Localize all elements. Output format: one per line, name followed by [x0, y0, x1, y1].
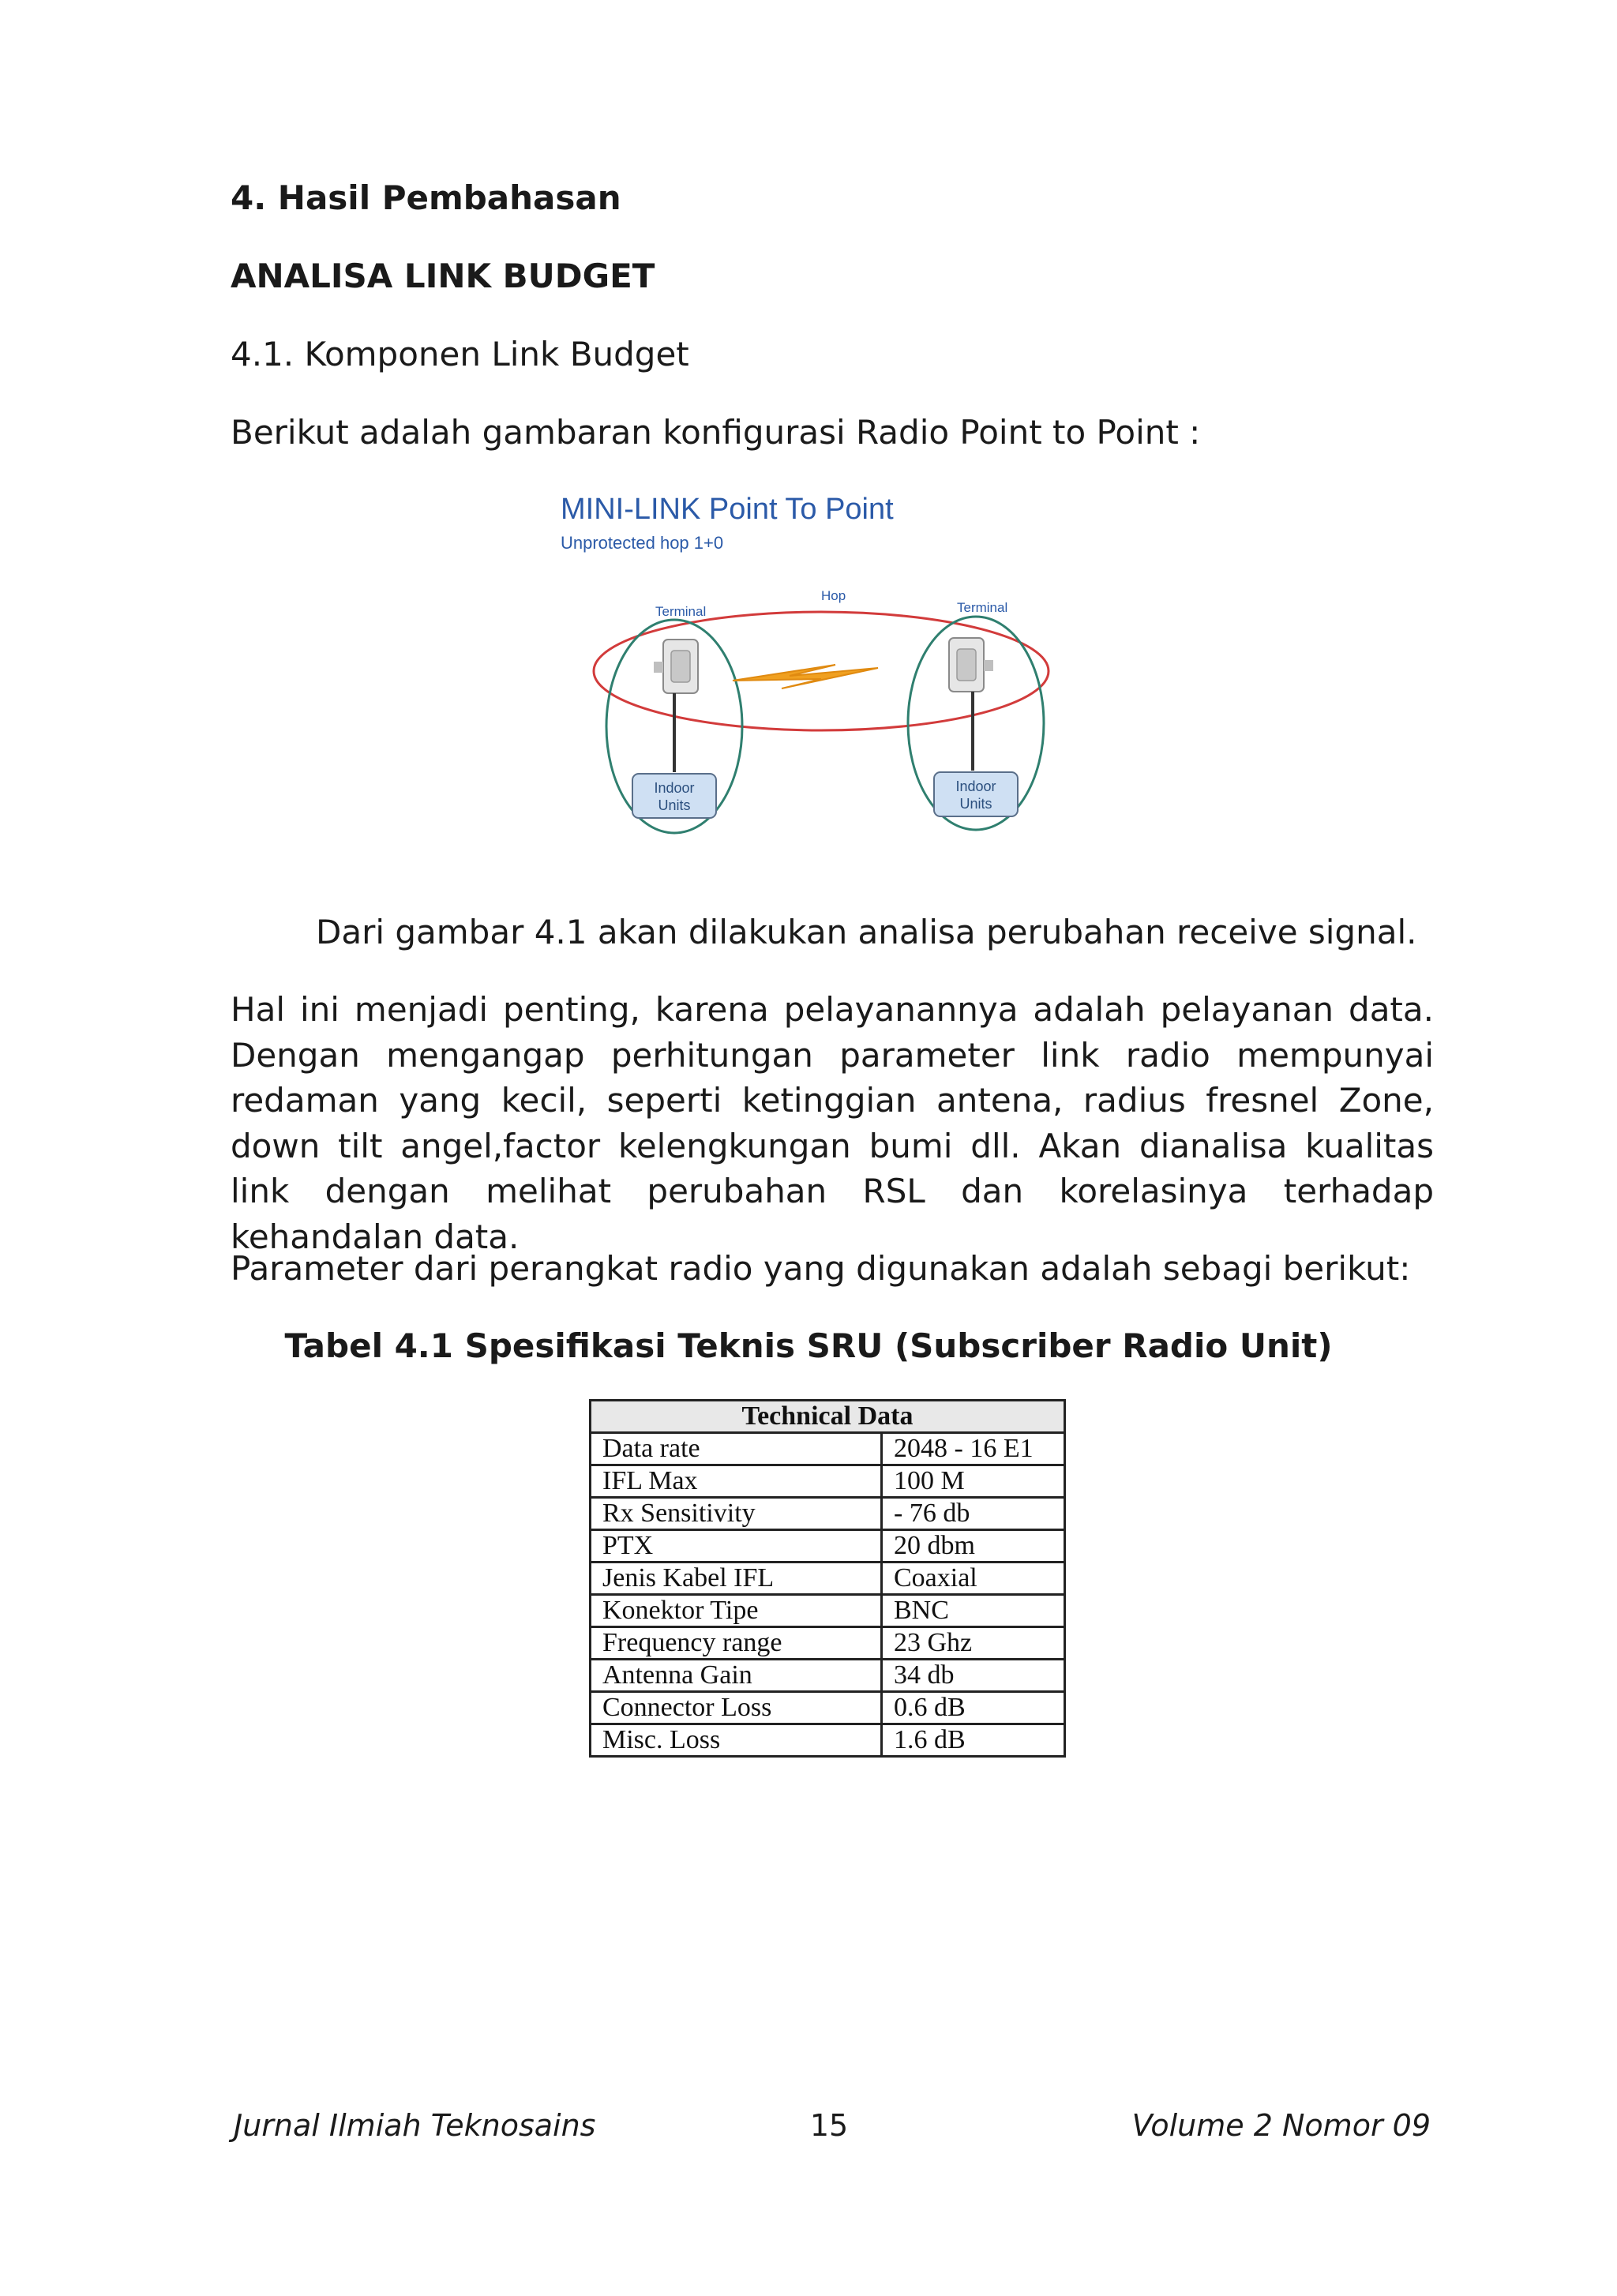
table-cell-label: Frequency range [591, 1627, 882, 1660]
point-to-point-figure [553, 482, 1074, 861]
parameters-intro: Parameter dari perangkat radio yang digunakan adalah sebagi berikut: [231, 1249, 1411, 1288]
table-cell-value: Coaxial [882, 1563, 1065, 1595]
indoor-right-line1: Indoor [955, 778, 996, 794]
table-cell-value: 1.6 dB [882, 1724, 1065, 1757]
hop-label: Hop [821, 588, 846, 603]
table-cell-label: Data rate [591, 1433, 882, 1465]
body-paragraph: Hal ini menjadi penting, karena pelayanannya adalah pelayanan data. Dengan mengangap perhitungan parameter link radio mempunyai redaman yang kecil, seperti ketinggian antena, radius fresnel Zone, down tilt angel,factor kelengkungan bumi dll. Akan dianalisa kualitas link dengan melihat perubahan RSL dan korelasinya terhadap kehandalan data. [231, 990, 1434, 1256]
terminal-left-label: Terminal [655, 604, 707, 619]
table-cell-label: Antenna Gain [591, 1660, 882, 1692]
terminal-right-label: Terminal [957, 600, 1008, 615]
figure-title: MINI-LINK Point To Point [561, 493, 894, 526]
table-cell-label: Konektor Tipe [591, 1595, 882, 1627]
table-cell-value: BNC [882, 1595, 1065, 1627]
table-cell-value: 0.6 dB [882, 1692, 1065, 1724]
table-cell-value: 100 M [882, 1465, 1065, 1498]
table-row [591, 1465, 1065, 1498]
table-row [591, 1433, 1065, 1465]
footer-volume: Volume 2 Nomor 09 [1131, 2108, 1431, 2143]
table-row [591, 1724, 1065, 1757]
table-cell-label: IFL Max [591, 1465, 882, 1498]
indoor-right-line2: Units [959, 796, 992, 812]
table-title: Tabel 4.1 Spesifikasi Teknis SRU (Subscriber Radio Unit) [284, 1326, 1333, 1365]
table-cell-label: Misc. Loss [591, 1724, 882, 1757]
table-cell-value: 23 Ghz [882, 1627, 1065, 1660]
signal-bolt-icon [733, 665, 878, 688]
indoor-left-line1: Indoor [654, 780, 695, 796]
table-cell-value: 20 dbm [882, 1530, 1065, 1563]
subsection-heading: 4.1. Komponen Link Budget [231, 335, 689, 373]
figure-caption: Dari gambar 4.1 akan dilakukan analisa perubahan receive signal. [316, 913, 1417, 951]
table-cell-value: 34 db [882, 1660, 1065, 1692]
table-cell-label: Connector Loss [591, 1692, 882, 1724]
table-cell-label: PTX [591, 1530, 882, 1563]
footer-journal: Jurnal Ilmiah Teknosains [234, 2108, 596, 2143]
indoor-left-line2: Units [658, 797, 691, 813]
table-row [591, 1563, 1065, 1595]
table-row [591, 1595, 1065, 1627]
table-cell-label: Jenis Kabel IFL [591, 1563, 882, 1595]
table-cell-label: Rx Sensitivity [591, 1498, 882, 1530]
table-row [591, 1660, 1065, 1692]
figure-subtitle: Unprotected hop 1+0 [561, 533, 724, 553]
radio-antenna-left-icon [654, 640, 698, 772]
table-row [591, 1627, 1065, 1660]
table-row [591, 1530, 1065, 1563]
radio-antenna-right-icon [949, 638, 993, 771]
technical-data-table [589, 1399, 1066, 1758]
table-row [591, 1692, 1065, 1724]
analysis-heading: ANALISA LINK BUDGET [231, 257, 655, 295]
intro-text: Berikut adalah gambaran konfigurasi Radio Point to Point : [231, 413, 1201, 452]
indoor-unit-right [934, 772, 1018, 816]
table-header-row [591, 1401, 1065, 1433]
table-row [591, 1498, 1065, 1530]
table-cell-value: 2048 - 16 E1 [882, 1433, 1065, 1465]
figure-diagram [553, 482, 1074, 861]
indoor-unit-left [632, 774, 716, 818]
section-heading: 4. Hasil Pembahasan [231, 178, 621, 217]
footer-page-number: 15 [809, 2108, 849, 2143]
table-header: Technical Data [591, 1401, 1065, 1433]
table-cell-value: - 76 db [882, 1498, 1065, 1530]
